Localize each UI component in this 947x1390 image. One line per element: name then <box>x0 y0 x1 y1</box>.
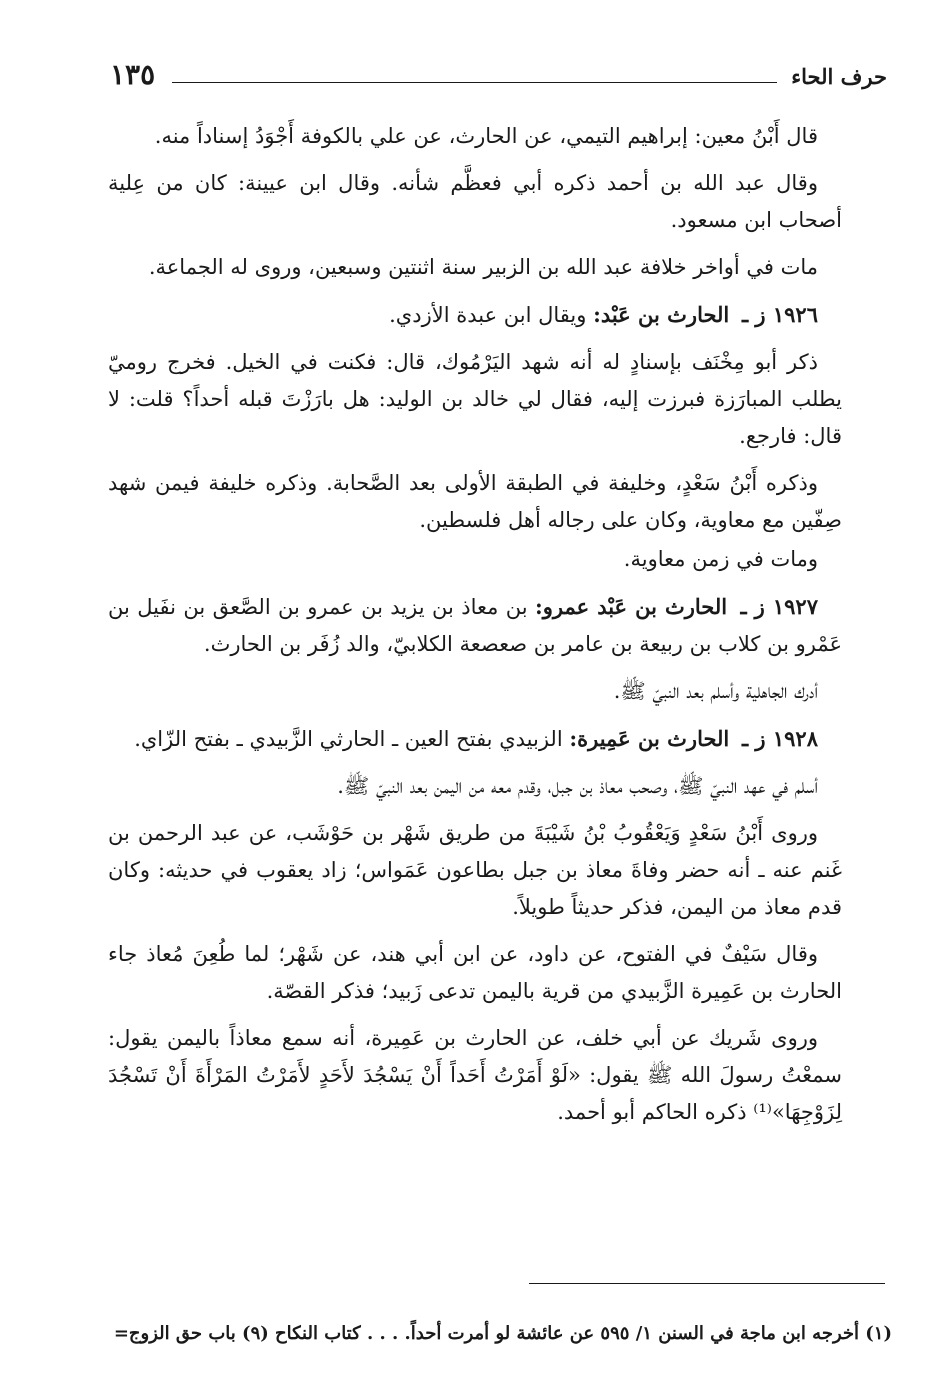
running-title: حرف الحاء <box>791 64 887 89</box>
page-header <box>110 58 887 98</box>
paragraph: وروى شَريك عن أبي خلف، عن الحارث بن عَمِيرة، أنه سمع معاذاً باليمن يقول: سمعْتُ رسولَ الله ﷺ يقول: «لَوْ أَمَرْتُ أَحَداً أَنْ يَسْجُدَ لأَحَدٍ لأَمَرْتُ المَرْأَةَ أَنْ تَسْجُدَ لِزَوْجِهَا»⁽¹⁾ ذكره الحاكم أبو أحمد. <box>108 1026 842 1124</box>
entry-description: الزبيدي بفتح العين ـ الحارثي الزَّبيدي ـ بفتح الزّاي. <box>134 727 563 751</box>
footnote: (١) أخرجه ابن ماجة في السنن ١/ ٥٩٥ عن عائشة لو أمرت أحداً. . . . كتاب النكاح (٩) باب حق الزوج= <box>113 1323 892 1344</box>
paragraph: قال أَبْنُ معين: إبراهيم التيمي، عن الحارث، عن علي بالكوفة أَجْوَدُ إسناداً منه. <box>154 124 818 148</box>
paragraph: ذكر أبو مِخْنَف بإسنادٍ له أنه شهد اليَرْمُوك، قال: فكنت في الخيل. فخرج روميّ يطلب المبارَزة فبرزت إليه، فقال لي خالد بن الوليد: هل بارَزْتَ قبله أحداً؟ قلت: لا قال: فارجع. <box>108 350 842 448</box>
entry-name: الحارث بن عَمِيرة: <box>569 726 730 751</box>
page-number: ١٣٥ <box>110 58 156 91</box>
entry-number: ١٩٢٦ ز ـ <box>741 302 818 327</box>
entry-heading-1928 <box>108 720 842 758</box>
entry-heading-1927 <box>108 588 842 663</box>
paragraph: ومات في زمن معاوية. <box>623 547 818 571</box>
entry-number: ١٩٢٨ ز ـ <box>741 726 818 751</box>
footnote-rule <box>529 1283 885 1284</box>
paragraph: وقال عبد الله بن أحمد ذكره أبي فعظَّم شأنه. وقال ابن عيينة: كان من عِلية أصحاب ابن مسعود. <box>108 171 842 232</box>
paragraph: وقال سَيْفٌ في الفتوح، عن داود، عن ابن أبي هند، عن شَهْر؛ لما طُعِنَ مُعاذ جاء الحارث بن عَمِيرة الزَّبيدي من قرية باليمن تدعى زَبيد؛ فذكر القصّة. <box>108 942 842 1003</box>
entry-description: ويقال ابن عبدة الأزدي. <box>389 303 587 327</box>
entry-description: بن معاذ بن يزيد بن عمرو بن الصَّعق بن نفَيل بن عَمْرو بن كلاب بن ربيعة بن عامر بن صعصعة الكلابيّ، والد زُفَر بن الحارث. <box>108 595 842 656</box>
paragraph: وروى أَبْنُ سَعْدٍ وَيَعْقُوبُ بْنُ شَيْبَةَ من طريق شَهْر بن حَوْشَب، عن عبد الرحمن بن غَنم عنه ـ أنه حضر وفاةَ معاذ بن جبل بطاعون عَمَواس؛ زاد يعقوب في حديثه: وكان قدم معاذ من اليمن، فذكر حديثاً طويلاً. <box>108 821 842 919</box>
entry-name: الحارث بن عَبْد: <box>593 302 730 327</box>
paragraph: مات في أواخر خلافة عبد الله بن الزبير سنة اثنتين وسبعين، وروى له الجماعة. <box>148 255 818 279</box>
entry-heading-1926 <box>108 296 842 334</box>
main-text <box>108 118 842 1141</box>
paragraph: أدرك الجاهلية وأسلم بعد النبيّ ﷺ. <box>613 679 818 703</box>
entry-name: الحارث بن عَبْد عمرو: <box>535 594 728 619</box>
header-rule <box>172 82 777 83</box>
paragraph: أسلم في عهد النبيّ ﷺ، وصحب معاذ بن جبل، وقدم معه من اليمن بعد النبيّ ﷺ. <box>337 774 818 798</box>
entry-number: ١٩٢٧ ز ـ <box>740 594 818 619</box>
paragraph: وذكره أَبْنُ سَعْدٍ، وخليفة في الطبقة الأولى بعد الصَّحابة. وذكره خليفة فيمن شهد صِفّين مع معاوية، وكان على رجاله أهل فلسطين. <box>108 471 842 532</box>
